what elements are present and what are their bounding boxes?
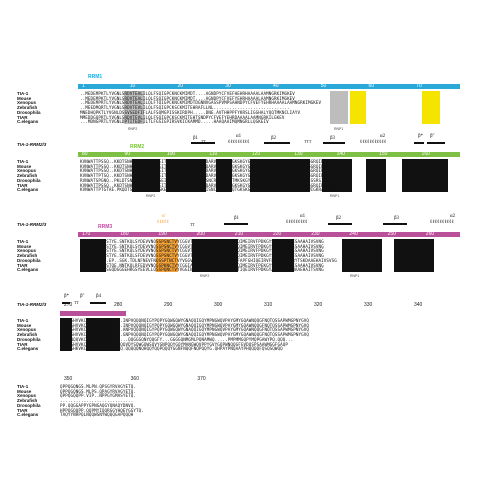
species-name: Xenopus xyxy=(17,248,37,254)
sequence-row: TTINNQQVKCSWGKESMDP.......QQGGGQNYQQGFY...GGGGQNMGMLPQNAMWQ.....PMPMMGQPYMQPGAWYPQ.QQQ... xyxy=(60,336,294,342)
row4-label: TIA-1-RRM2/3 xyxy=(17,302,47,307)
ruler-tick: 80 xyxy=(82,151,88,157)
ss-tt-r4: TT xyxy=(74,300,79,305)
sequence-row: ..MEDEMPKTLYVGNLSRDVTEALILQLFSQIGPCKNCKMIMDT....AGNDPYCFVEFHEHRHAAAALAAMNGRKIMGKEV xyxy=(80,91,295,96)
alpha2-helix: ℓℓℓℓℓℓℓℓℓℓℓ xyxy=(360,140,387,145)
ss-alpha2-label: α2 xyxy=(380,134,386,139)
species-name: Mouse xyxy=(17,243,32,249)
species-name: TIAR xyxy=(17,407,28,413)
species-name: TIA-1 xyxy=(17,91,29,96)
sequence-row: PP.QQGGAPPYGPNGAQGYQNAQYDNVQ. xyxy=(60,402,137,408)
ruler-tick: 220 xyxy=(273,231,282,237)
ruler-tail xyxy=(60,376,260,383)
sequence-row: WATRKPPAPKSTYE.SNTKQLSYDEVVNQSSPSNCTVYCGGVTSG.LTEQLMRQTFSPFGQIMEIRVFPDKGYSFVRFNSHESAAHAIVSVNG xyxy=(80,239,324,244)
ss-row3 xyxy=(78,214,460,228)
species-name: C.elegans xyxy=(17,187,39,193)
alpha1-helix-r3: ℓℓℓℓℓℓℓℓℓ xyxy=(286,220,308,225)
ruler-tick: 230 xyxy=(311,231,320,237)
ruler-tick: 330 xyxy=(364,302,373,308)
ss-tt-2: TT xyxy=(190,222,195,227)
species-name: TIAR xyxy=(17,341,28,347)
sequence-row: TAQYYNRPQLNQQWSNYWQQQGAPQQQH xyxy=(60,412,134,418)
sequence-row: MMEDDGQPRTLYVGNLSRDVTEVLILQLFSQIGPCKSCKMITEHTSNDPYCFVEFYEHRDAAAALAAMNGRKILGKEV xyxy=(80,114,285,120)
species-name: Mouse xyxy=(17,322,32,328)
ss-alpha-prime-label: α' xyxy=(162,214,166,219)
species-name: C.elegans xyxy=(17,346,39,352)
sequence-row: KVNWATTPSSQ..KKDTSNHFHVFVGDLSPEITTEDIKAAFAPFGRISDARVVKDMATGKSKGYGFVSFFNKWDAENAIQQMGGQWLGGRQIRTN xyxy=(80,159,330,164)
sequence-row: TTIEGHVVKCYWGKETLDM.....INPVQQQNQIGYPQPYGQWGQWYGNAQQIGQYMPNGWQVPAYGMYGQAWNQQGFNQTQSSAPWMGPNYGVQ xyxy=(60,322,310,328)
alpha1-helix: ℓℓℓℓℓℓℓℓℓ xyxy=(228,140,250,145)
row2-label: TIA-1-RRM2/3 xyxy=(17,142,47,147)
species-name: C.elegans xyxy=(17,412,39,418)
sequence-row: TTIEGHVVKCYWGKESPDMTKNFQQVDYSQWGQWSQVYGNPQQYGQYMANGWQVPPYGVYGQPWNQQGFGVDQSPSAAWMGGFGAQP xyxy=(60,341,289,347)
ruler-tick: 240 xyxy=(349,231,358,237)
beta4-arrow-r4 xyxy=(90,302,106,304)
ruler-tick: 320 xyxy=(314,302,323,308)
sequence-row: MNEDHQPKTLYVGNLDSSVSEDFIFLALFSQMGPISSKIRDPH.....DNE.AVTHHPPFYKRSLIGGHALYQQTMKNCLIAYV xyxy=(80,109,301,115)
sequence-row: ..MEEDMQRTLYVGNLSRDVTEVLILQLFSQIGPCKSCKMITEHRAFLLNL............................. xyxy=(80,105,290,111)
rnp1-motif-rrm3: RNP1 xyxy=(350,274,360,278)
rnp2-motif-rrm1: RNP2 xyxy=(128,127,138,131)
sequence-row: QPPQGQQPP.VIP..NPPGYGMASYETQ. xyxy=(60,393,137,399)
species-name: Zebrafish xyxy=(17,173,38,179)
species-name: Xenopus xyxy=(17,168,37,174)
species-name: Mouse xyxy=(17,95,32,101)
alpha2-helix-r3: ℓℓℓℓℓℓℓℓℓℓ xyxy=(430,220,454,225)
ruler-tick: 210 xyxy=(234,231,244,237)
species-name: Drosophila xyxy=(17,402,41,408)
species-name: Mouse xyxy=(17,163,32,169)
ruler-tick: 370 xyxy=(197,376,206,382)
ruler-tick: 100 xyxy=(166,151,176,157)
ruler-tick: 290 xyxy=(164,302,173,308)
beta2-arrow xyxy=(264,142,290,144)
sequence-row: TTIEGHVVKCYWGKETSDM.....ANPVQQQNQIGYPQPYGQWGQWYGNAQQIGQYMPNGWQVPAYGMYGQAWNQQGFNQTQSSAPWMGPNYGVQ xyxy=(60,327,310,333)
ruler-tick: 200 xyxy=(196,231,205,237)
ruler-tick: 350 xyxy=(64,376,73,382)
sequence-row: WATRKPPAS..EP..SGK.TDLNFNEVFNQSSPTNCTVYVGGVNSA.LTALMSEEAMRQAFAPFGHIQEIRVFPDKGYAFIRYTSKDAAEHAIVSVSG xyxy=(80,257,337,263)
species-name: Zebrafish xyxy=(17,332,38,338)
ruler-tick: 110 xyxy=(209,151,218,157)
ruler-tick: 160 xyxy=(421,151,430,157)
ss-alpha2-label-r3: α2 xyxy=(450,214,456,219)
ruler-tick: 30 xyxy=(225,83,231,89)
species-name: C.elegans xyxy=(17,119,39,125)
beta-star-arrow xyxy=(414,142,424,144)
ruler-tick: 50 xyxy=(320,83,327,89)
species-name: TIA-1 xyxy=(17,384,29,389)
sequence-row: WATRKPPAPKSTQE.NNTKQLRFEDVVNQSSPKNCTVYCGGIASG.LTDQLMRQTFSPFGQIMEIRVFPEKGYSFVRFSTHESAAHAIVSVNG xyxy=(80,262,324,268)
ruler-tick: 360 xyxy=(130,376,139,382)
ss-alpha1-label: α1 xyxy=(236,134,242,139)
ruler-tick: 1 xyxy=(82,83,85,89)
sequence-row: TTIEGHVVKCYWGKETLDM.....INPVQQQNQIGYPQPYGQWGQWYGNAQQIGQYMPNGWQVPAYGMYGQAWNQQGFNQTQSSAPWMGPNYGVQ xyxy=(60,318,310,323)
ruler-row4 xyxy=(60,302,460,315)
sequence-row: RVNWATSPGNQ..PKLDTSNHHHIFVGDLSSEIETQQLREAFAPFGEISNCRIVRDPHTMKSKGYAFVSFVKKAEAENAIQAMNGQWIGSRSIRTN xyxy=(80,177,332,183)
species-name: Drosophila xyxy=(17,109,41,115)
ss-beta-star-label: β* xyxy=(418,134,424,139)
alpha-prime-helix: ℓℓℓℓℓ xyxy=(157,220,169,225)
rrm1-label: RRM1 xyxy=(88,74,103,80)
species-name: TIA-1 xyxy=(17,239,29,244)
ss-beta1-label-r3: β1 xyxy=(234,216,240,221)
species-name: TIA-1 xyxy=(17,318,29,323)
species-name: Drosophila xyxy=(17,257,41,263)
sequence-row: ............................ xyxy=(60,398,134,404)
sequence-row: WATRKPPAPKSTYE.SNTKQLSFDEVVNQSSPSNCTVYCGGVTSG.LTEQLMRQTFSPFGQIMEIRVFPDKGYSFVRFNSHESAAHAIVSVNG xyxy=(80,253,324,259)
ss-row4 xyxy=(20,294,173,308)
ss-beta-star-r4: β* xyxy=(64,294,70,299)
sequence-row: WATRKPPAPKSTYE.SNTKQLSYDEVVNQSSPSNCTVYCGGVTSG.LTEQLMRQTFSPFGQIMEIRVFPDKGYSFVRFNSHESAAHAIVSVNG xyxy=(80,248,324,254)
species-name: C.elegans xyxy=(17,267,39,273)
ruler-tick: 150 xyxy=(379,151,388,157)
sequence-row: QPPQGQNGS.MLPS.QPAGYRVAGYETQ. xyxy=(60,388,137,394)
ruler-tick: 130 xyxy=(294,151,303,157)
beta1-arrow-r3 xyxy=(224,223,248,225)
sequence-row: KVNWATTPTSQ..KKDTSNHFHVFVGDLSPEITTDDIRAAFAPFGKISDARVVKDMATGKSKGYGFVSFYNKWDAENAIQQMGGQWLGGRQIRTN xyxy=(80,173,330,179)
ruler-tick: 300 xyxy=(214,302,223,308)
rnp2-motif-rrm3: RNP2 xyxy=(200,274,210,278)
species-name: Drosophila xyxy=(17,177,41,183)
ss-beta2-label-r3: β2 xyxy=(336,216,342,221)
species-name: TIA-1 xyxy=(17,159,29,164)
sequence-row: WATRKPPAPKSTYE.SNTKQLSYDEVVNQSSPSNCTVYCGGVTSG.LTEQLMRQTFSPFGQIMEIRVFPDKGYSFVRFNSHESAAHAIVSVNG xyxy=(80,243,324,249)
species-name: Zebrafish xyxy=(17,398,38,404)
rrm3-label: RRM3 xyxy=(98,224,113,230)
ruler-tick: 340 xyxy=(414,302,423,308)
sequence-row: TTIEGHVVKCYWGKETSDM.....GNPVQQQNQIGYPQPYGQWGQWYGNAQQIGQYMPNGWQVPAYGMYGQAWNQQGFNQTQSSAPWMGPNYGVQ xyxy=(60,332,310,338)
ruler-tick: 40 xyxy=(273,83,279,89)
ruler-tick: 180 xyxy=(120,231,129,237)
species-name: Drosophila xyxy=(17,336,41,342)
ruler-tick: 170 xyxy=(82,231,91,237)
ruler-tick: 60 xyxy=(368,83,375,89)
ruler-tick: 260 xyxy=(425,231,435,237)
ss-beta3-label: β3 xyxy=(330,136,336,141)
sequence-row: ..MEDEMPKTLYVGNLSRDVTEALILQLFSQIGPCKNCKMIMDT....AGNDPYCFVEFYEHRHAAAALAAMNGRKIMGKEV xyxy=(80,95,295,101)
species-name: Xenopus xyxy=(17,393,37,399)
ruler-tick: 190 xyxy=(158,231,167,237)
rnp1-motif-rrm2: RNP1 xyxy=(330,194,340,198)
ruler-tick: 250 xyxy=(387,231,396,237)
sequence-row: ..MEDEMPRTLYVGNLSRDVTEALILQLFTQIGPCKNCKMIMDTDGNNVGASSPVMPSAHNDPYCFVEFYEHRHAAAALAAMNGRKIMGKEV xyxy=(80,100,322,106)
ss-ttt-1: TTT xyxy=(304,139,312,144)
sequence-row: WATRKPPAPKSGQDGGGEHRGSYEEVLLQSSPQNCTVYVGGINCS.LTEESMRQAFAPFGTIQEIRVFPDKGYAFIRFSSKNAAEHAITSVNG xyxy=(80,267,324,273)
ruler-rrm3 xyxy=(78,231,460,238)
beta3-arrow-r3 xyxy=(383,223,407,225)
ss-tt-1: TT xyxy=(201,139,206,144)
species-name: TIAR xyxy=(17,262,28,268)
rnp1-motif-rrm1: RNP1 xyxy=(334,127,344,131)
species-name: Xenopus xyxy=(17,327,37,333)
rrm2-label: RRM2 xyxy=(130,144,145,150)
sequence-row: ...MDNGPRTLYVGNLDPTITEDFILTLFGSIGPIRSVKICKAMMD.....HAAQAAIMQMNGRLLQGKEIV xyxy=(80,119,269,125)
sequence-row: KVNWATTPSSQ..KKDTSNHFHVFVGDLSPEITTEDIKAAFAPFGRISDARVVKDMATGKSKGYGFVSFFNKWDAENAIQQMGGQWLGGRQIRTN xyxy=(80,163,330,169)
species-name: TIAR xyxy=(17,114,28,120)
ruler-rrm1 xyxy=(78,83,460,90)
rnp2-motif-rrm2: RNP2 xyxy=(146,194,156,198)
beta3-arrow xyxy=(323,142,345,144)
ss-alpha1-label-r3: α1 xyxy=(300,214,306,219)
ruler-tick: 10 xyxy=(129,83,136,89)
sequence-row: TTIEGHKVKCSWGKETSASNWGGQ.QQQQQNQHQQYQQPQQQYGGNFNQQFNQPQQYG.QHPAYPNQAAYPHQQQQFQSQSQWQQ xyxy=(60,346,283,352)
ruler-tick: 70 xyxy=(416,83,422,89)
species-name: Xenopus xyxy=(17,100,37,106)
ruler-tick: 280 xyxy=(114,302,123,308)
ss-beta1-label: β1 xyxy=(193,136,199,141)
beta-dstar-arrow xyxy=(427,142,445,144)
ss-beta3-label-r3: β3 xyxy=(394,216,400,221)
ruler-tick: 310 xyxy=(264,302,273,308)
sequence-row: KVNWATTPTGTAE.PKQDTSNHYHVFVGDLSKEVSTDNIRSAFSDFGEISNCRVVRDIQTGKSKGYGFVSFFKRNDADAAIQAMNGQWIGKRAIRTN xyxy=(80,187,335,193)
species-name: TIAR xyxy=(17,182,28,188)
ss-beta-dstar-label: β″ xyxy=(430,134,435,139)
row3-label: TIA-1-RRM2/3 xyxy=(17,222,47,227)
sequence-row: HPPQGQQPP.QQPMYIQQRGGYHQEYGGYTQ. xyxy=(60,407,144,413)
ss-beta-dstar-r4: β″ xyxy=(80,294,85,299)
sequence-row: QPPQGQNGS.MLPN.QPSGYRVAGYETQ. xyxy=(60,384,137,389)
sequence-row: KVNWATTPSSQ..KKDTSNHFHVFVGDLSPEITTEDIKSAFAPFGKISDARVVKDMATGKSKGYGFVSFYNKLDAENAIVHMGGQWLGGRQIRTN xyxy=(80,182,330,188)
ss-beta2-label: β2 xyxy=(271,136,277,141)
ruler-rrm2 xyxy=(78,151,460,158)
ruler-tick: 120 xyxy=(251,151,261,157)
species-name: Mouse xyxy=(17,388,32,394)
species-name: Zebrafish xyxy=(17,253,38,259)
ss-beta4-r4: β4 xyxy=(96,294,102,299)
ruler-tick: 90 xyxy=(124,151,130,157)
ruler-tick: 270 xyxy=(64,302,73,308)
ruler-tick: 20 xyxy=(177,83,184,89)
sequence-row: KVNWATTPSSQ..KKDTSNHFHVFVGDLSPEITTEDIKAAFAPFGRISDARVVKDMATGKSKGYGFVSFYNKWDAENAIQQMGGQWLGGRQIRTN xyxy=(80,168,330,174)
ruler-tick: 140 xyxy=(336,151,345,157)
beta2-arrow-r3 xyxy=(328,223,352,225)
species-name: Zebrafish xyxy=(17,105,38,111)
